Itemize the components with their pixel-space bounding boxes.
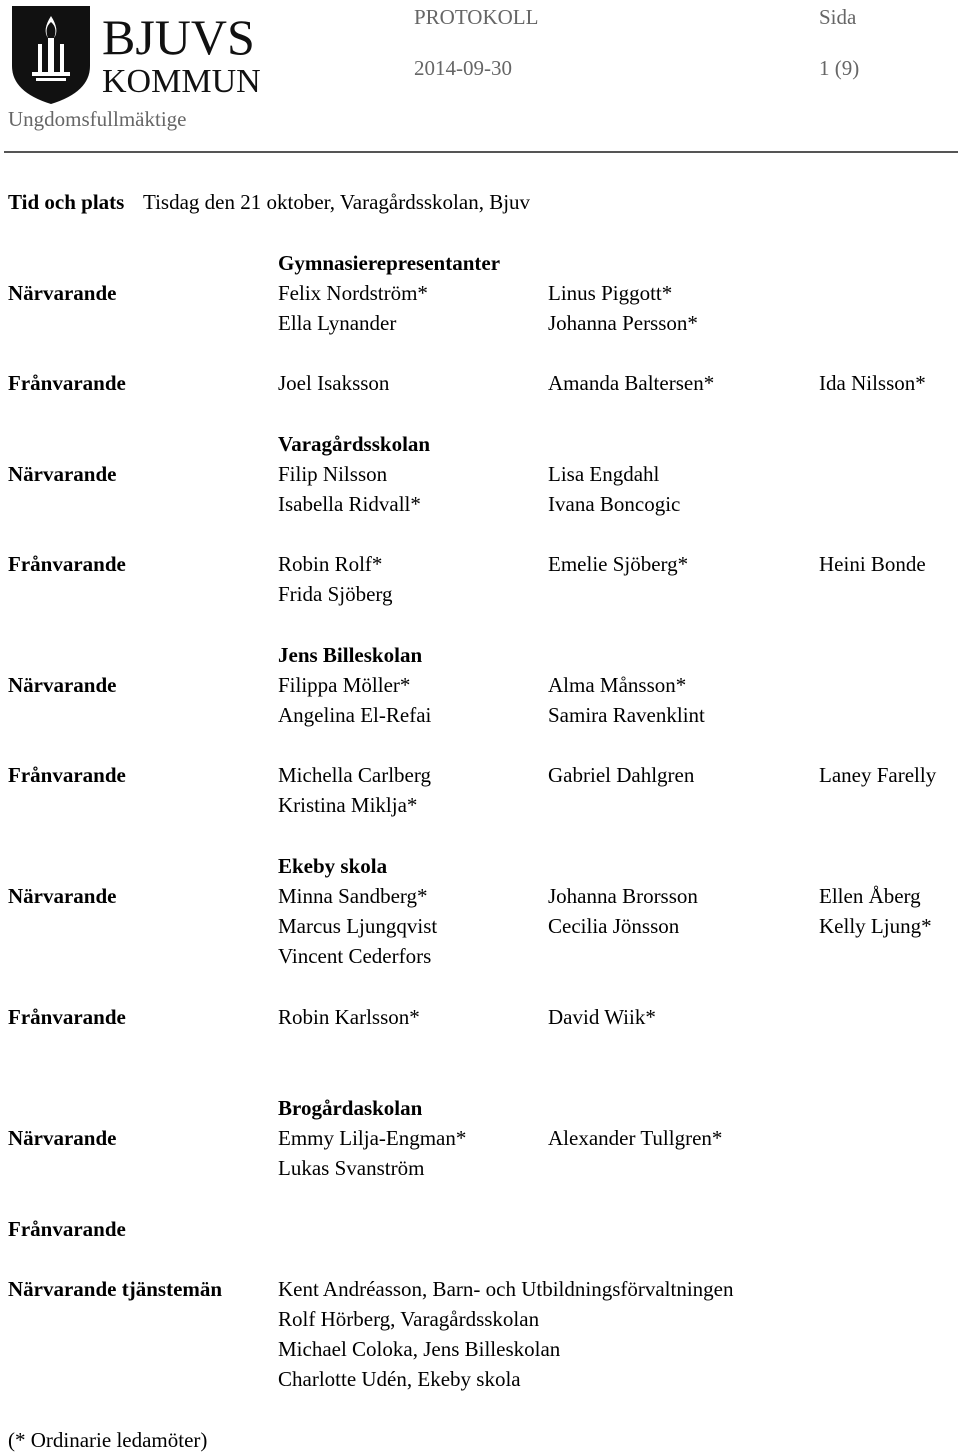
present-label: Närvarande: [8, 1126, 117, 1150]
member-name: Marcus Ljungqvist: [278, 914, 438, 938]
present-label: Närvarande: [8, 462, 117, 486]
official-name: Charlotte Udén, Ekeby skola: [278, 1367, 521, 1391]
group-title-brogard: Brogårdaskolan: [278, 1096, 423, 1120]
officials-label: Närvarande tjänstemän: [8, 1277, 223, 1301]
official-name: Rolf Hörberg, Varagårdsskolan: [278, 1307, 540, 1331]
member-name: Ida Nilsson*: [819, 371, 926, 395]
header-divider: [4, 151, 958, 153]
member-name: Cecilia Jönsson: [548, 914, 680, 938]
member-name: Ivana Boncogic: [548, 492, 681, 516]
member-name: Alexander Tullgren*: [548, 1126, 723, 1150]
member-name: Frida Sjöberg: [278, 582, 393, 606]
absent-label: Frånvarande: [8, 1217, 126, 1241]
member-name: Vincent Cederfors: [278, 944, 432, 968]
present-label: Närvarande: [8, 884, 117, 908]
member-name: Michella Carlberg: [278, 763, 431, 787]
member-name: Minna Sandberg*: [278, 884, 428, 908]
member-name: Laney Farelly: [819, 763, 937, 787]
member-name: Joel Isaksson: [278, 371, 390, 395]
meeting-label: Tid och plats: [8, 190, 125, 214]
group-title-varagard: Varagårdsskolan: [278, 432, 431, 456]
official-name: Kent Andréasson, Barn- och Utbildningsförvaltningen: [278, 1277, 734, 1301]
group-title-ekeby: Ekeby skola: [278, 854, 388, 878]
member-name: Isabella Ridvall*: [278, 492, 421, 516]
member-name: Amanda Baltersen*: [548, 371, 715, 395]
present-label: Närvarande: [8, 673, 117, 697]
footnote: (* Ordinarie ledamöter): [8, 1428, 208, 1452]
member-name: Kelly Ljung*: [819, 914, 932, 938]
member-name: Samira Ravenklint: [548, 703, 705, 727]
absent-label: Frånvarande: [8, 552, 126, 576]
member-name: Gabriel Dahlgren: [548, 763, 695, 787]
member-name: Alma Månsson*: [548, 673, 687, 697]
absent-label: Frånvarande: [8, 1005, 126, 1029]
member-name: David Wiik*: [548, 1005, 656, 1029]
member-name: Ella Lynander: [278, 311, 397, 335]
member-name: Emelie Sjöberg*: [548, 552, 689, 576]
present-label: Närvarande: [8, 281, 117, 305]
group-title-gymnasie: Gymnasierepresentanter: [278, 251, 501, 275]
coat-of-arms-icon: [8, 4, 278, 104]
member-name: Johanna Brorsson: [548, 884, 698, 908]
municipality-logo: [8, 4, 278, 104]
member-name: Ellen Åberg: [819, 884, 921, 908]
meeting-value: Tisdag den 21 oktober, Varagårdsskolan, Bjuv: [143, 190, 531, 214]
member-name: Felix Nordström*: [278, 281, 428, 305]
official-name: Michael Coloka, Jens Billeskolan: [278, 1337, 561, 1361]
svg-text:KOMMUN: KOMMUN: [102, 63, 261, 100]
member-name: Robin Rolf*: [278, 552, 383, 576]
member-name: Kristina Miklja*: [278, 793, 418, 817]
member-name: Johanna Persson*: [548, 311, 698, 335]
member-name: Linus Piggott*: [548, 281, 673, 305]
page-number: 1 (9): [819, 56, 860, 80]
page-label: Sida: [819, 5, 857, 29]
member-name: Angelina El-Refai: [278, 703, 432, 727]
department-name: Ungdomsfullmäktige: [8, 107, 187, 131]
absent-label: Frånvarande: [8, 371, 126, 395]
group-title-jens: Jens Billeskolan: [278, 643, 423, 667]
absent-label: Frånvarande: [8, 763, 126, 787]
member-name: Filip Nilsson: [278, 462, 388, 486]
member-name: Lisa Engdahl: [548, 462, 660, 486]
document-type: PROTOKOLL: [414, 5, 539, 29]
member-name: Lukas Svanström: [278, 1156, 425, 1180]
svg-text:BJUVS: BJUVS: [102, 9, 255, 65]
member-name: Emmy Lilja-Engman*: [278, 1126, 467, 1150]
member-name: Robin Karlsson*: [278, 1005, 420, 1029]
document-date: 2014-09-30: [414, 56, 512, 80]
member-name: Filippa Möller*: [278, 673, 411, 697]
member-name: Heini Bonde: [819, 552, 926, 576]
